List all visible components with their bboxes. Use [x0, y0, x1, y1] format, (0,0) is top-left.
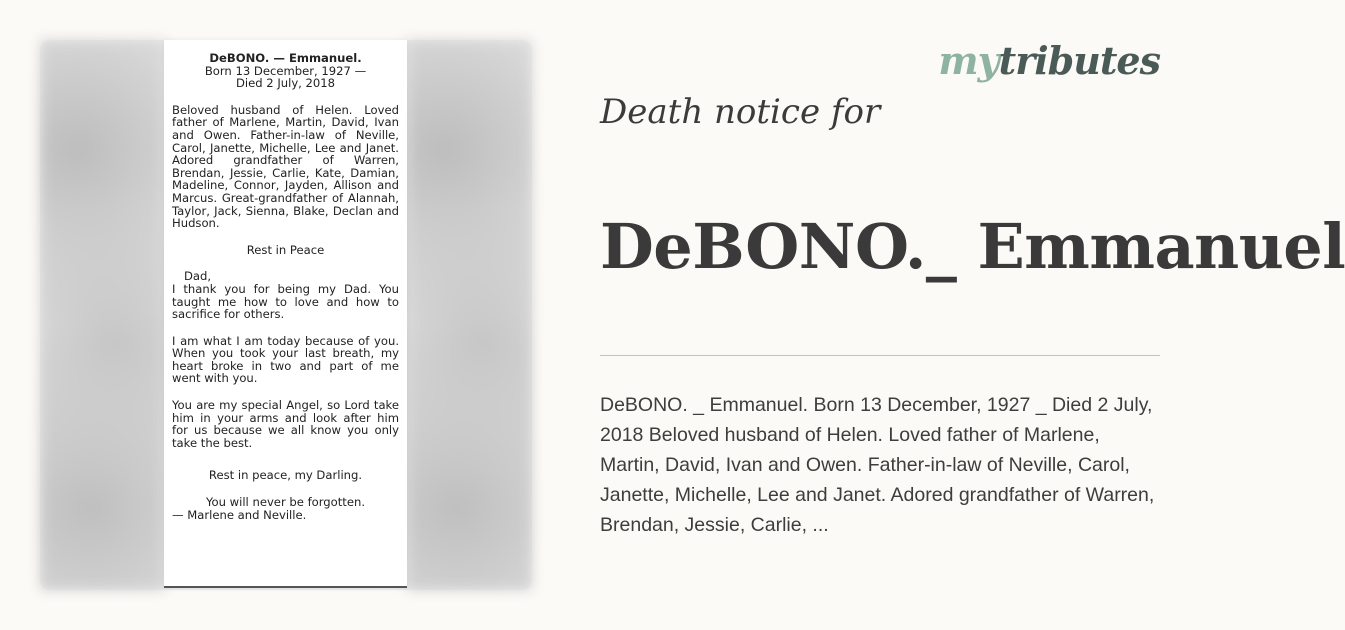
clipping-died: Died 2 July, 2018 [235, 76, 336, 91]
clipping-para-3: You are my special Angel, so Lord take him in your arms and look after him for us because we all know you only take the best. [172, 398, 399, 450]
clipping-rest-in-peace: Rest in Peace [246, 242, 325, 257]
clipping-born: Born 13 December, 1927 — [204, 63, 367, 78]
clipping-name: DeBONO. — Emmanuel. [209, 51, 362, 65]
clipping-para-1: I thank you for being my Dad. You taught me how to love and how to sacrifice for others. [172, 281, 399, 322]
notice-summary: DeBONO. _ Emmanuel. Born 13 December, 1927 _ Died 2 July, 2018 Beloved husband of Helen. Loved father of Marlene, Martin, David, Ivan and Owen. Father-in-law of Neville, Carol, Janette, Michelle, Lee and Janet. Adored grandfather of Warren, Brendan, Jessie, Carlie, ... [600, 394, 1155, 536]
logo-part-my: my [938, 38, 999, 83]
clipping-header [164, 52, 407, 90]
clipping-signoff: — Marlene and Neville. [172, 507, 307, 522]
clipping-tribute-1 [164, 270, 407, 320]
mytributes-logo[interactable] [938, 38, 1160, 83]
blurred-background-left [40, 40, 165, 590]
divider [600, 355, 1160, 356]
blurred-background-right [407, 40, 532, 590]
notice-heading: Death notice for [600, 92, 881, 132]
clipping-darling: Rest in peace, my Darling. [208, 468, 363, 483]
newspaper-clipping [164, 40, 407, 588]
logo-part-tributes: tributes [998, 38, 1160, 83]
clipping-para-2: I am what I am today because of you. When you took your last breath, my heart broke in two and part of me went with you. [172, 333, 399, 386]
clipping-body: Beloved husband of Helen. Loved father of Marlene, Martin, David, Ivan and Owen. Father-in-law of Neville, Carol, Janette, Michelle, Lee and Janet. Adored grandfather of Warren, Brendan, Jessie, Carlie, Kate, Damian, Madeline, Connor, Jayden, Allison and Marcus. Great-grandfather of Alannah, Taylor, Jack, Sienna, Blake, Declan and Hudson. [172, 102, 399, 231]
death-notice-image [40, 40, 532, 590]
clipping-dad: Dad, [184, 269, 212, 284]
clipping-forgotten: You will never be forgotten. [205, 495, 366, 510]
deceased-name: DeBONO._ Emmanuel [600, 210, 1345, 283]
